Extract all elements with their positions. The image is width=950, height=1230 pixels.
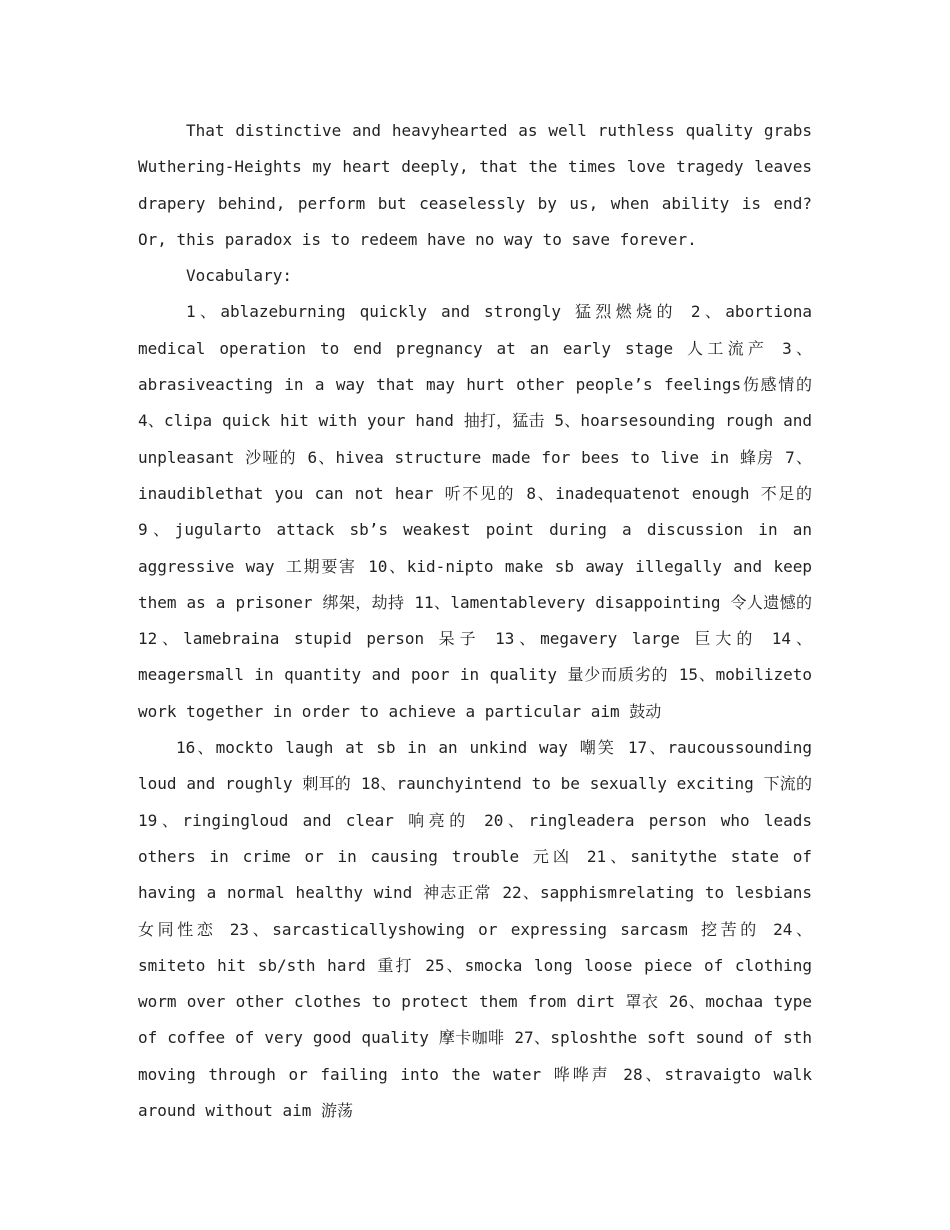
intro-paragraph: That distinctive and heavyhearted as well ruthless quality grabs Wuthering-Heights my heart deeply, that the times love tragedy leaves drapery behind, perform but ceaselessly by us, when ability is end? Or, this paradox is to redeem have no way to save forever. [138, 121, 812, 249]
document-body [138, 113, 812, 1129]
vocabulary-heading: Vocabulary: [186, 266, 292, 286]
vocabulary-list-part-2: 16、mockto laugh at sb in an unkind way 嘲笑 17、raucoussounding loud and roughly 刺耳的 18、raunchyintend to be sexually exciting 下流的 19、ringingloud and clear 响亮的 20、ringleadera person who leads others in crime or in causing trouble 元凶 21、sanitythe state of having a normal healthy wind 神志正常 22、sapphismrelating to lesbians 女同性恋 23、sarcasticallyshowing or expressing sarcasm 挖苦的 24、smiteto hit sb/sth hard 重打 25、smocka long loose piece of clothing worm over other clothes to protect them from dirt 罩衣 26、mochaa type of coffee of very good quality 摩卡咖啡 27、sploshthe soft sound of sth moving through or failing into the water 哗哗声 28、stravaigto walk around without aim 游荡 [138, 738, 812, 1121]
vocabulary-list-part-1: 1、ablazeburning quickly and strongly 猛烈燃烧的 2、abortiona medical operation to end pregnancy at an early stage 人工流产 3、abrasiveacting in a way that may hurt other people’s feelings伤感情的 4、clipa quick hit with your hand 抽打，猛击 5、hoarsesounding rough and unpleasant 沙哑的 6、hivea structure made for bees to live in 蜂房 7、inaudiblethat you can not hear 听不见的 8、inadequatenot enough 不足的 9、jugularto attack sb’s weakest point during a discussion in an aggressive way 工期要害 10、kid-nipto make sb away illegally and keep them as a prisoner 绑架，劫持 11、lamentablevery disappointing 令人遗憾的 12、lamebraina stupid person 呆子 13、megavery large 巨大的 14、meagersmall in quantity and poor in quality 量少而质劣的 15、mobilizeto work together in order to achieve a particular aim 鼓动 [138, 302, 812, 721]
